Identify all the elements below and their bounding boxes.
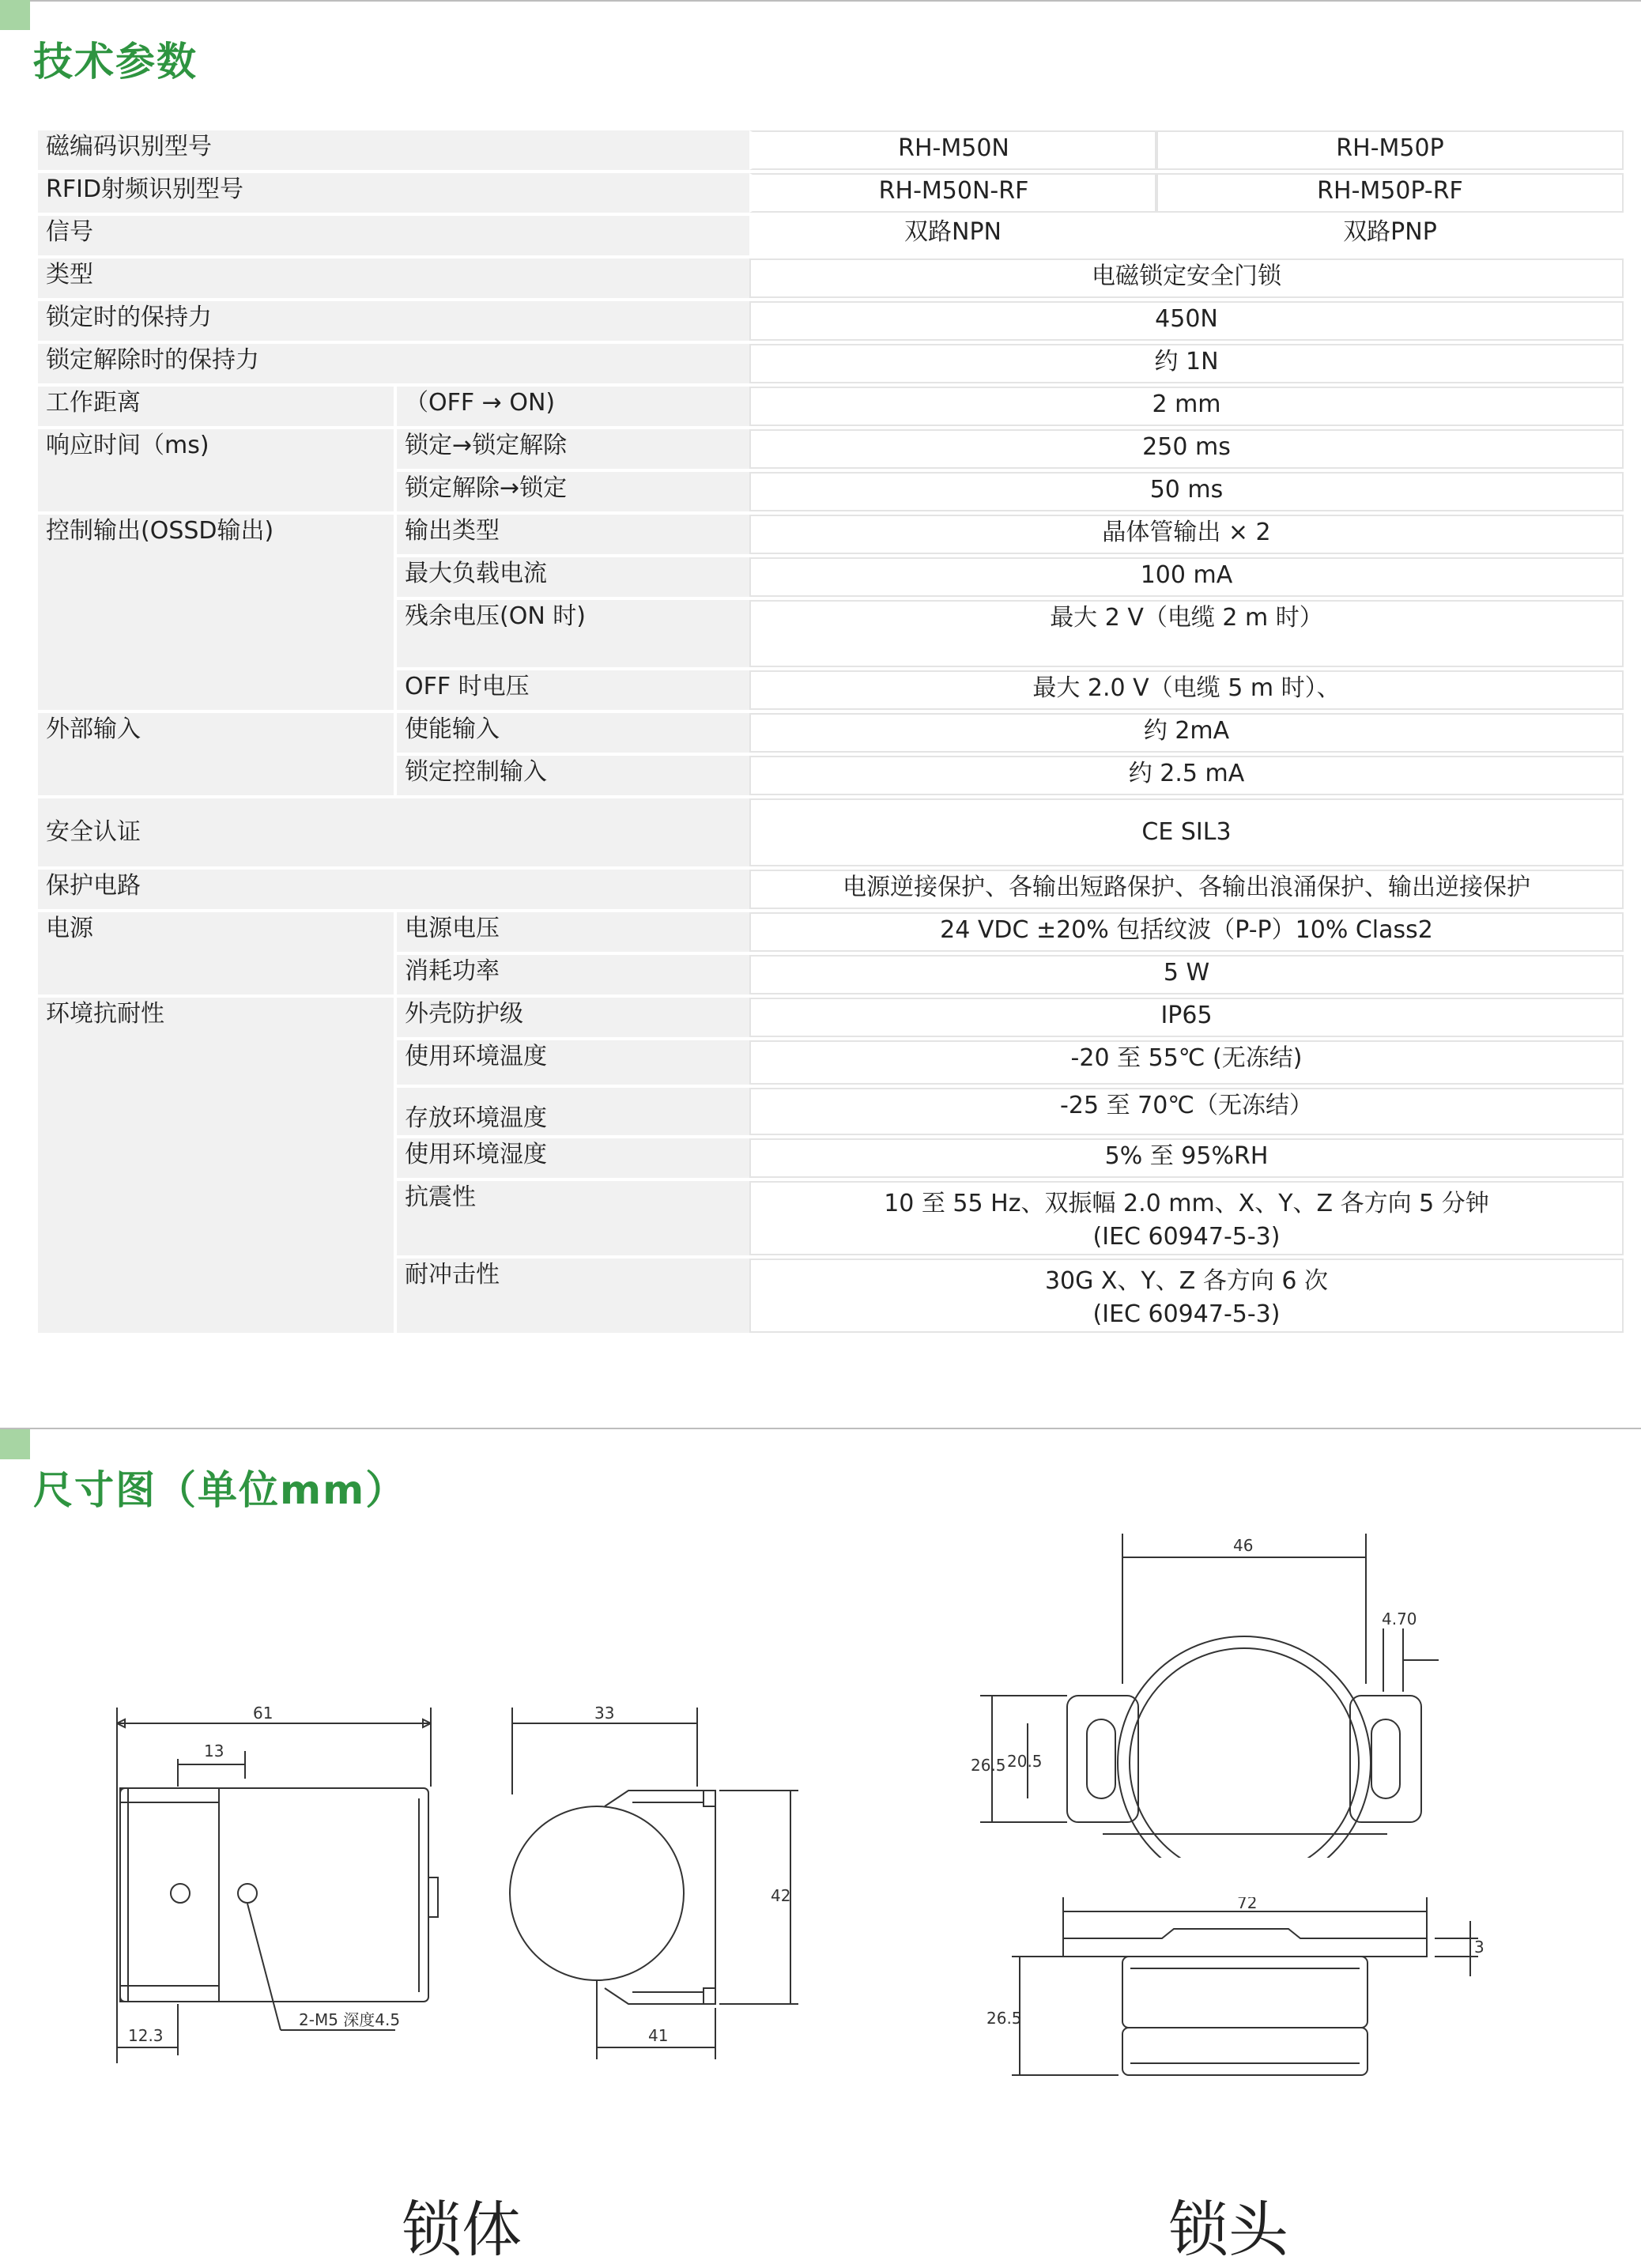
dim-3: 3 (1474, 1938, 1484, 1957)
lock-body-side-drawing (111, 1700, 458, 2063)
dim-20-5: 20.5 (1007, 1752, 1043, 1771)
row-value: 50 ms (749, 472, 1624, 511)
table-row (38, 713, 1624, 753)
rfid-n: RH-M50N-RF (749, 173, 1156, 213)
row-sublabel: （OFF → ON) (394, 387, 749, 426)
section-marker (0, 1429, 30, 1459)
value-line: 30G X、Y、Z 各方向 6 次 (1044, 1267, 1329, 1295)
row-value (749, 1259, 1624, 1333)
row-value: 5 W (749, 955, 1624, 994)
table-row (38, 216, 1624, 255)
table-row (38, 258, 1624, 298)
dim-4-70: 4.70 (1382, 1609, 1417, 1628)
row-value: 24 VDC ±20% 包括纹波（P-P）10% Class2 (749, 912, 1624, 952)
row-sublabel: 使用环境湿度 (394, 1138, 749, 1178)
table-row (38, 515, 1624, 554)
row-label: 安全认证 (38, 798, 749, 866)
row-value: 晶体管输出 × 2 (749, 515, 1624, 554)
row-sublabel: 使能输入 (394, 713, 749, 753)
dim-41: 41 (648, 2026, 669, 2045)
row-value (749, 1181, 1624, 1255)
dim-72: 72 (1237, 1897, 1258, 1912)
row-sublabel: OFF 时电压 (394, 670, 749, 710)
dim-33: 33 (594, 1704, 615, 1723)
row-value: -20 至 55℃ (无冻结) (749, 1040, 1624, 1085)
dim-26-5: 26.5 (971, 1756, 1006, 1775)
row-sublabel: 耐冲击性 (394, 1259, 749, 1333)
lock-head-side-drawing (980, 1897, 1502, 2126)
table-row (38, 798, 1624, 866)
row-value: 约 2mA (749, 713, 1624, 753)
row-value: 2 mm (749, 387, 1624, 426)
row-sublabel: 存放环境温度 (394, 1088, 749, 1135)
row-sublabel: 消耗功率 (394, 955, 749, 994)
table-row (38, 301, 1624, 341)
row-label: 外部输入 (38, 713, 394, 795)
row-sublabel: 锁定解除→锁定 (394, 472, 749, 511)
table-row (38, 344, 1624, 383)
row-label: 电源 (38, 912, 394, 994)
dim-61: 61 (253, 1704, 274, 1723)
row-value: 最大 2.0 V（电缆 5 m 时）、 (749, 670, 1624, 710)
row-label: 信号 (38, 216, 749, 255)
lock-body-caption: 锁体 (402, 2194, 522, 2265)
row-value: 约 2.5 mA (749, 756, 1624, 795)
lock-head-front-drawing (964, 1526, 1454, 1858)
row-value: 100 mA (749, 557, 1624, 597)
table-row (38, 173, 1624, 213)
row-label: 锁定解除时的保持力 (38, 344, 749, 383)
row-value: 450N (749, 301, 1624, 341)
row-sublabel: 抗震性 (394, 1181, 749, 1255)
row-label: 磁编码识别型号 (38, 130, 749, 170)
dim-hole: 2-M5 深度4.5 (299, 2010, 401, 2029)
row-label: 锁定时的保持力 (38, 301, 749, 341)
row-sublabel: 输出类型 (394, 515, 749, 554)
rfid-p: RH-M50P-RF (1156, 173, 1624, 213)
row-label: RFID射频识别型号 (38, 173, 749, 213)
row-sublabel: 使用环境温度 (394, 1040, 749, 1085)
row-value: 约 1N (749, 344, 1624, 383)
row-value: 250 ms (749, 429, 1624, 469)
dim-42: 42 (771, 1886, 791, 1905)
signal-p: 双路PNP (1156, 216, 1624, 255)
dim-divider (0, 1428, 1641, 1429)
model-n: RH-M50N (749, 130, 1156, 170)
row-sublabel: 残余电压(ON 时) (394, 600, 749, 667)
table-row (38, 912, 1624, 952)
row-value: 电磁锁定安全门锁 (749, 258, 1624, 298)
table-row (38, 998, 1624, 1037)
row-value: 5% 至 95%RH (749, 1138, 1624, 1178)
section-marker (0, 0, 30, 30)
value-line: (IEC 60947-5-3) (1092, 1300, 1281, 1328)
value-line: (IEC 60947-5-3) (1092, 1223, 1281, 1251)
row-sublabel: 锁定控制输入 (394, 756, 749, 795)
table-row (38, 130, 1624, 170)
table-row (38, 387, 1624, 426)
table-row (38, 429, 1624, 469)
table-row (38, 870, 1624, 909)
signal-n: 双路NPN (749, 216, 1156, 255)
lock-head-caption: 锁头 (1168, 2194, 1288, 2265)
row-label: 类型 (38, 258, 749, 298)
row-label: 工作距离 (38, 387, 394, 426)
row-value: 电源逆接保护、各输出短路保护、各输出浪涌保护、输出逆接保护 (749, 870, 1624, 909)
row-sublabel: 锁定→锁定解除 (394, 429, 749, 469)
model-p: RH-M50P (1156, 130, 1624, 170)
value-line: 10 至 55 Hz、双振幅 2.0 mm、X、Y、Z 各方向 5 分钟 (884, 1190, 1489, 1217)
row-sublabel: 电源电压 (394, 912, 749, 952)
spec-section-title: 技术参数 (33, 39, 198, 85)
row-value: 最大 2 V（电缆 2 m 时） (749, 600, 1624, 667)
dim-46: 46 (1233, 1536, 1254, 1555)
row-label: 控制输出(OSSD输出) (38, 515, 394, 710)
row-value: IP65 (749, 998, 1624, 1037)
dim-12-3: 12.3 (128, 2026, 164, 2045)
lock-body-front-drawing (506, 1700, 806, 2063)
row-sublabel: 外壳防护级 (394, 998, 749, 1037)
row-label: 响应时间（ms) (38, 429, 394, 511)
row-value: -25 至 70℃（无冻结） (749, 1088, 1624, 1135)
spec-table (38, 127, 1624, 1336)
row-value: CE SIL3 (749, 798, 1624, 866)
dim-13: 13 (204, 1742, 224, 1760)
row-sublabel: 最大负载电流 (394, 557, 749, 597)
dim-26-5-side: 26.5 (986, 2009, 1022, 2028)
top-divider (0, 0, 1641, 2)
row-label: 环境抗耐性 (38, 998, 394, 1333)
row-label: 保护电路 (38, 870, 749, 909)
dim-section-title: 尺寸图（单位mm） (33, 1467, 407, 1513)
